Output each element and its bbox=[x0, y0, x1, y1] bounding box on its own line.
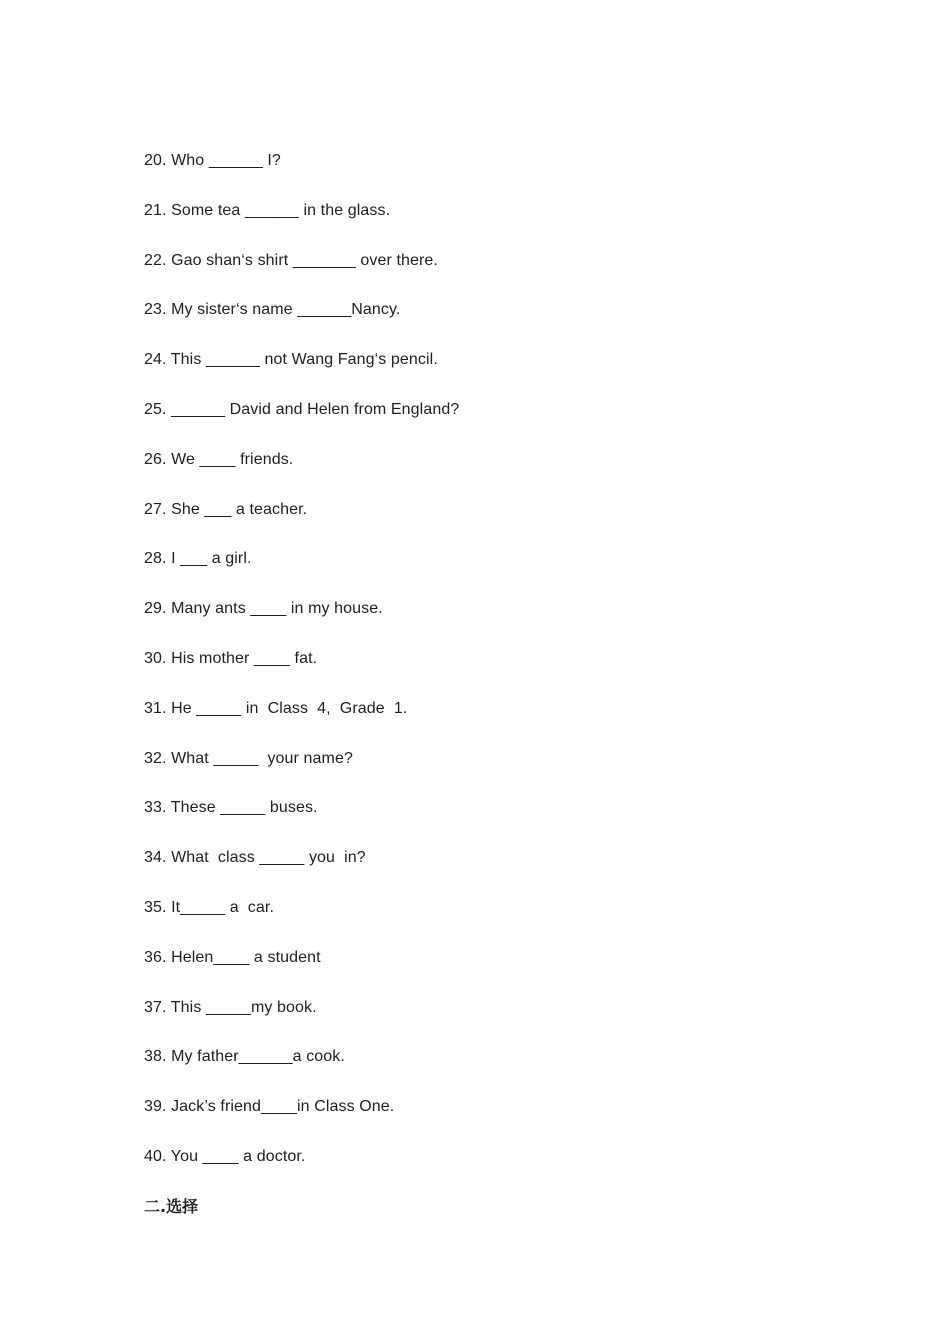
question-21: 21. Some tea ______ in the glass. bbox=[144, 201, 391, 219]
question-27: 27. She ___ a teacher. bbox=[144, 500, 308, 518]
question-31: 31. He _____ in Class 4, Grade 1. bbox=[144, 699, 408, 717]
question-36: 36. Helen____ a student bbox=[144, 948, 321, 966]
question-40: 40. You ____ a doctor. bbox=[144, 1147, 306, 1165]
question-35: 35. It_____ a car. bbox=[144, 898, 274, 916]
question-25: 25. ______ David and Helen from England? bbox=[144, 400, 460, 418]
question-32: 32. What _____ your name? bbox=[144, 749, 353, 767]
question-24: 24. This ______ not Wang Fang‘s pencil. bbox=[144, 351, 438, 369]
question-37: 37. This _____my book. bbox=[144, 998, 317, 1016]
question-38: 38. My father______a cook. bbox=[144, 1048, 345, 1066]
question-20: 20. Who ______ I? bbox=[144, 152, 281, 169]
question-39: 39. Jack’s friend____in Class One. bbox=[144, 1098, 395, 1116]
question-33: 33. These _____ buses. bbox=[144, 799, 318, 817]
question-34: 34. What class _____ you in? bbox=[144, 849, 366, 867]
section-heading: 二.选择 bbox=[144, 1197, 199, 1216]
question-29: 29. Many ants ____ in my house. bbox=[144, 600, 383, 618]
question-22: 22. Gao shan‘s shirt _______ over there. bbox=[144, 251, 438, 269]
fill-in-blank-list bbox=[144, 150, 459, 1196]
question-30: 30. His mother ____ fat. bbox=[144, 649, 318, 667]
question-28: 28. I ___ a girl. bbox=[144, 550, 252, 568]
question-23: 23. My sister‘s name ______Nancy. bbox=[144, 301, 401, 319]
question-26: 26. We ____ friends. bbox=[144, 450, 294, 468]
